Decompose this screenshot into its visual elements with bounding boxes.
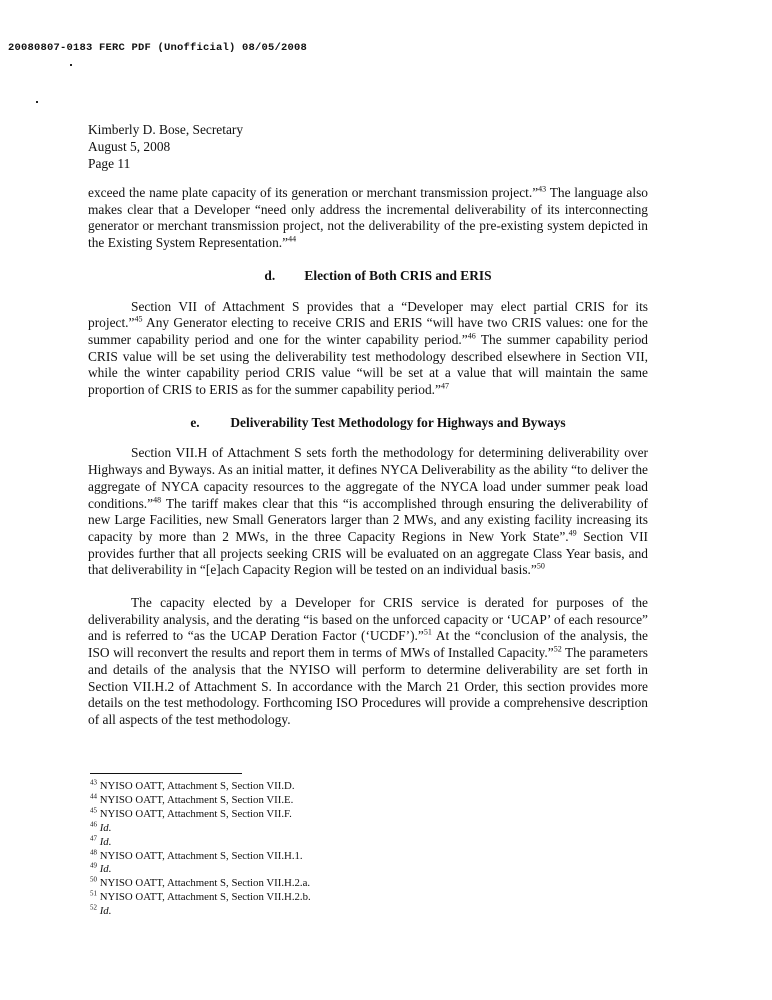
paragraph-continued (88, 185, 648, 252)
page-number: Page 11 (88, 156, 131, 171)
footnote (90, 877, 311, 891)
footnote-number: 43 (90, 778, 97, 787)
section-title: Election of Both CRIS and ERIS (304, 267, 492, 283)
paragraph-election (88, 299, 648, 399)
footnote-text: Id. (99, 835, 112, 848)
section-letter: e. (190, 414, 200, 430)
footnote-number: 51 (90, 889, 97, 898)
footnote-separator (90, 773, 242, 774)
footnote-ref: 50 (536, 561, 545, 571)
text-run: Section VII.H of Attachment S sets forth the methodology for determining deliverability over Highways and Byways. As an initial matter, it defines NYCA Deliverability as the ability “to deliver the aggregate of NYCA capacity resources to the aggregate of the NYCA load under summer peak load conditions.” (88, 445, 648, 511)
paragraph-methodology (88, 445, 648, 579)
text-run: Section VII provides further that all projects seeking CRIS will be evaluated on an aggregate Class Year basis, and that deliverability in “[e]ach Capacity Region will be tested on an individual basis.” (88, 528, 648, 578)
footnote-text: NYISO OATT, Attachment S, Section VII.H.1. (99, 849, 303, 862)
footnote-ref: 45 (134, 314, 143, 324)
footnote (90, 905, 311, 919)
section-heading-d (88, 268, 648, 285)
text-run: The capacity elected by a Developer for CRIS service is derated for purposes of the deliverability analysis, and the derating “is based on the unforced capacity or ‘UCAP’ of each resource” and is referred to “as the UCAP Deration Factor (‘UCDF’).” (88, 595, 648, 644)
footnote-ref: 43 (538, 184, 547, 194)
footnote-number: 47 (90, 834, 97, 843)
footnote-ref: 44 (288, 234, 297, 244)
footnote (90, 863, 311, 877)
footnote (90, 847, 311, 864)
footnote-number: 49 (90, 861, 97, 870)
footnote-ref: 48 (153, 495, 162, 505)
footnote-text: NYISO OATT, Attachment S, Section VII.H.2.b. (99, 891, 311, 904)
footnote-number: 48 (90, 847, 97, 856)
footnote-number: 52 (90, 903, 97, 912)
text-run: Any Generator electing to receive CRIS and ERIS “will have two CRIS values: one for the summer capability period and one for the winter capability period.” (88, 315, 648, 347)
footnote (90, 808, 311, 822)
footnote (90, 780, 311, 794)
footnote-text: NYISO OATT, Attachment S, Section VII.D. (99, 780, 295, 792)
footnote (90, 822, 311, 836)
letter-body (88, 185, 648, 729)
footnote-text: Id. (99, 905, 112, 918)
footnote-ref: 52 (553, 644, 562, 654)
footnote-number: 44 (90, 792, 97, 801)
footnote (90, 836, 311, 850)
footnote-number: 50 (90, 875, 97, 884)
footnote (90, 794, 311, 808)
scan-speck (70, 64, 72, 66)
text-run: The tariff makes clear that this “is accomplished through ensuring the deliverability of new Large Facilities, new Small Generators larger than 2 MWs, and any existing facility increasing its capacity by more than 2 MWs, in the three Capacity Regions in New York State”. (88, 495, 648, 544)
scan-speck (36, 101, 38, 103)
text-run: At the “conclusion of the analysis, the ISO will reconvert the results and report them in terms of MWs of Installed Capacity.” (88, 628, 648, 661)
paragraph-capacity (88, 595, 648, 729)
footnote-ref: 51 (423, 628, 432, 637)
section-letter: d. (264, 267, 276, 283)
filing-stamp: 20080807-0183 FERC PDF (Unofficial) 08/05/2008 (8, 42, 308, 54)
section-heading-e (88, 415, 648, 432)
footnote-ref: 49 (568, 528, 577, 538)
addressee: Kimberly D. Bose, Secretary (88, 122, 244, 137)
text-run: The summer capability period CRIS value will be set using the deliverability test methodology described elsewhere in Section VII, while the winter capability period CRIS value “will be set at a value that will maintain the same proportion of CRIS to ERIS as for the summer capability period.” (88, 331, 648, 398)
footnote-text: NYISO OATT, Attachment S, Section VII.F. (99, 807, 292, 820)
footnote-text: Id. (99, 863, 112, 876)
footnote-ref: 46 (467, 331, 476, 341)
footnote-ref: 47 (440, 381, 449, 391)
section-title: Deliverability Test Methodology for Highways and Byways (230, 414, 566, 430)
letter-date: August 5, 2008 (88, 139, 171, 154)
footnotes (90, 780, 311, 919)
text-run: The parameters and details of the analysis that the NYISO will perform to determine deliverability are set forth in Section VII.H.2 of Attachment S. In accordance with the March 21 Order, this section provides more details on the test methodology. Forthcoming ISO Procedures will provide a comprehensive description of all aspects of the test methodology. (88, 645, 648, 727)
footnote-text: Id. (99, 821, 112, 834)
footnote-text: NYISO OATT, Attachment S, Section VII.E. (99, 793, 294, 806)
text-run: The language also makes clear that a Developer “need only address the incremental deliverability of its interconnecting generator or merchant transmission project, not the deliverability of the pre-existing system depicted in the Existing System Representation.” (88, 185, 648, 251)
letter-header (88, 121, 243, 172)
footnote-number: 45 (90, 806, 97, 815)
footnote (90, 891, 311, 905)
text-run: Section VII of Attachment S provides that a “Developer may elect partial CRIS for its project.” (88, 298, 648, 331)
footnote-number: 46 (90, 820, 97, 829)
text-run: exceed the name plate capacity of its generation or merchant transmission project.” (88, 185, 539, 200)
footnote-text: NYISO OATT, Attachment S, Section VII.H.2.a. (99, 877, 311, 890)
